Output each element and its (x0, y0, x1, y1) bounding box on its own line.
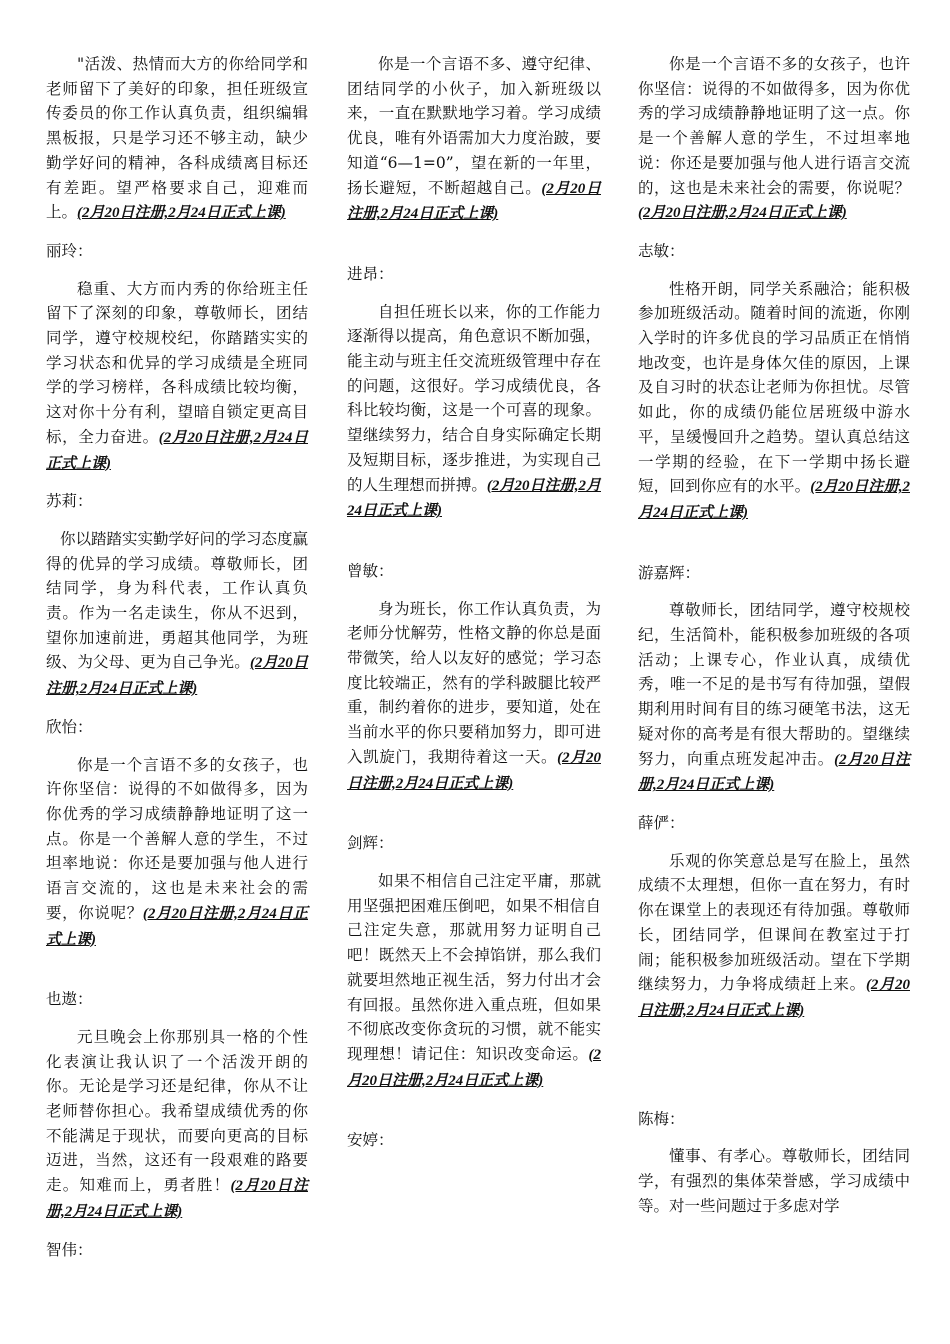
student-name: 苏莉： (46, 492, 93, 511)
comment-text: 你是一个言语不多的女孩子，也许你坚信：说得的不如做得多，因为你优秀的学习成绩静静地证明了这一点。你是一个善解人意的学生，不过坦率地说：你还是要加强与他人进行语言交流的，这也是未来社会的需要，你说呢？(2月20日注册,2月24日正式上课) (638, 55, 910, 222)
comment-text: 身为班长，你工作认真负责，为老师分忧解劳，性格文静的你总是面带微笑，给人以友好的感觉；学习态度比较端正，然有的学科跛腿比较严重，制约着你的进步，要知道，处在当前水平的你只要稍加努力，即可进入凯旋门，我期待着这一天。(2月20日注册,2月24日正式上课) (347, 599, 601, 792)
student-name: 陈梅： (638, 1109, 685, 1128)
student-name: 丽玲： (46, 241, 93, 260)
enrollment-note: (2月20日注册,2月24日正式上课) (638, 977, 910, 1019)
comment-text: 懂事、有孝心。尊敬师长，团结同学，有强烈的集体荣誉感，学习成绩中等。对一些问题过于多虑对学 (638, 1147, 910, 1215)
comment-column-1 (46, 52, 308, 1275)
student-name: 志敏： (638, 241, 685, 260)
comment-text: 尊敬师长，团结同学，遵守校规校纪，生活简朴，能积极参加班级的各项活动；上课专心，作业认真，成绩优秀，唯一不足的是书写有待加强，望假期利用时间有目的练习硬笔书法，这无疑对你的高考是有很大帮助的。望继续努力，向重点班发起冲击。(2月20日注册,2月24日正式上课) (638, 601, 910, 794)
comment-text: "活泼、热情而大方的你给同学和老师留下了美好的印象，担任班级宣传委员的你工作认真负责，组织编辑黑板报，只是学习还不够主动，缺少勤学好问的精神，各科成绩离目标还有差距。望严格要求自己，迎难而上。(2月20日注册,2月24日正式上课) (46, 55, 308, 222)
enrollment-note: (2月20日注册,2月24日正式上课) (347, 749, 601, 792)
enrollment-note: (2月20日注册,2月24日正式上课) (347, 1046, 601, 1089)
student-name: 安婷： (347, 1131, 394, 1150)
spacer (347, 537, 601, 559)
comment-text: 自担任班长以来，你的工作能力逐渐得以提高，角色意识不断加强，能主动与班主任交流班级管理中存在的问题，这很好。学习成绩优良，各科比较均衡，这是一个可喜的现象。望继续努力，结合自身实际确定长期及短期目标，逐步推进，为实现自己的人生理想而拼搏。(2月20日注册,2月24日正式上课) (347, 302, 601, 520)
student-name: 剑辉： (347, 834, 394, 853)
enrollment-note: (2月20日注册,2月24日正式上课) (347, 477, 601, 520)
spacer (46, 965, 308, 987)
student-name: 欣怡： (46, 717, 93, 736)
comment-text: 元旦晚会上你那别具一格的个性化表演让我认识了一个活泼开朗的你。无论是学习还是纪律，你从不让老师替你担心。我希望成绩优秀的你不能满足于现状，而要向更高的目标迈进，当然，这还有一段艰难的路要走。知难而上，勇者胜！(2月20日注册,2月24日正式上课) (46, 1027, 308, 1220)
student-name: 智伟： (46, 1240, 93, 1259)
student-name: 曾敏： (347, 561, 394, 580)
enrollment-note: (2月20日注册,2月24日正式上课) (46, 905, 308, 948)
enrollment-note: (2月20日注册,2月24日正式上课) (46, 1178, 308, 1220)
enrollment-note: (2月20日注册,2月24日正式上课) (46, 429, 308, 472)
comment-text: 你是一个言语不多的女孩子，也许你坚信：说得的不如做得多，因为你优秀的学习成绩静静地证明了这一点。你是一个善解人意的学生，不过坦率地说：你还是要加强与他人进行语言交流的，这也是未来社会的需要，你说呢？(2月20日注册,2月24日正式上课) (46, 755, 308, 948)
student-name: 也遨： (46, 990, 93, 1009)
enrollment-note: (2月20日注册,2月24日正式上课) (46, 655, 308, 698)
student-name: 进昂： (347, 264, 394, 283)
comment-column-2 (347, 52, 601, 1166)
comment-text: 乐观的你笑意总是写在脸上，虽然成绩不太理想，但你一直在努力，有时你在课堂上的表现还有待加强。尊敬师长，团结同学，但课间在教室过于打闹；能积极参加班级活动。望在下学期继续努力，力争将成绩赶上来。(2月20日注册,2月24日正式上课) (638, 851, 910, 1019)
enrollment-note: (2月20日注册,2月24日正式上课) (638, 205, 847, 222)
comment-text: 稳重、大方而内秀的你给班主任留下了深刻的印象，尊敬师长，团结同学，遵守校规校纪，你踏踏实实的学习状态和优异的学习成绩是全班同学的学习榜样，各科成绩比较均衡，这对你十分有利，望暗自锁定更高目标，全力奋进。(2月20日注册,2月24日正式上课) (46, 279, 308, 472)
enrollment-note: (2月20日注册,2月24日正式上课) (638, 479, 910, 521)
spacer (347, 809, 601, 831)
spacer (638, 539, 910, 561)
comment-text: 如果不相信自己注定平庸，那就用坚强把困难压倒吧，如果不相信自己注定失意，那就用努力证明自己吧！既然天上不会掉馅饼，那么我们就要坦然地正视生活，努力付出才会有回报。虽然你进入重点班，但如果不彻底改变你贪玩的习惯，就不能实现理想！请记住：知识改变命运。(2月20日注册,2月24日正式上课) (347, 871, 601, 1089)
enrollment-note: (2月20日注册,2月24日正式上课) (638, 751, 910, 794)
spacer (347, 240, 601, 262)
student-name: 薛俨： (638, 813, 685, 832)
comment-text: 你是一个言语不多、遵守纪律、团结同学的小伙子，加入新班级以来，一直在默默地学习着。学习成绩优良，唯有外语需加大力度治跛，要知道“6—1=0”，望在新的一年里，扬长避短，不断超越自己。(2月20日注册,2月24日正式上课) (347, 55, 601, 223)
enrollment-note: (2月20日注册,2月24日正式上课) (347, 180, 601, 223)
spacer (347, 1106, 601, 1128)
comment-text: 性格开朗，同学关系融洽；能积极参加班级活动。随着时间的流逝，你刚入学时的许多优良的学习品质正在悄悄地改变，也许是身体欠佳的原因，上课及自习时的状态让老师为你担忧。尽管如此，你的成绩仍能位居班级中游水平，呈缓慢回升之趋势。望认真总结这一学期的经验，在下一学期中扬长避短，回到你应有的水平。(2月20日注册,2月24日正式上课) (638, 279, 910, 521)
spacer (638, 1037, 910, 1107)
student-name: 游嘉辉： (638, 563, 701, 582)
comment-text: 你以踏踏实实勤学好问的学习态度赢得的优异的学习成绩。尊敬师长，团结同学，身为科代表，工作认真负责。作为一名走读生，你从不迟到，望你加速前进，勇超其他同学，为班级、为父母、更为自己争光。(2月20日注册,2月24日正式上课) (46, 529, 308, 698)
comment-column-3 (638, 52, 910, 1231)
enrollment-note: (2月20日注册,2月24日正式上课) (77, 205, 286, 222)
